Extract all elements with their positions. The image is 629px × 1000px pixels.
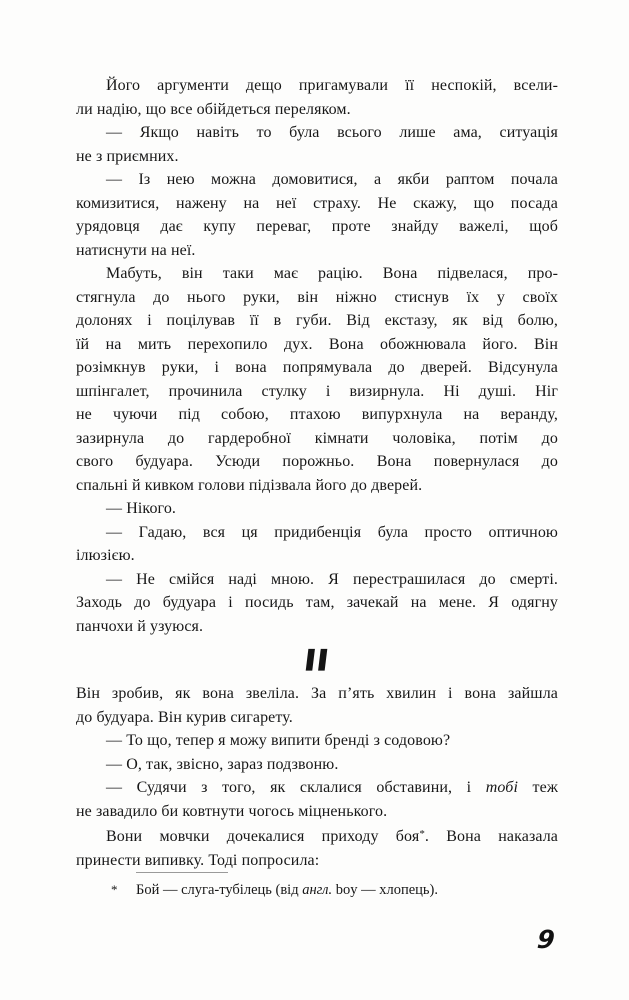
text-line: ілюзією. [76,547,135,564]
text-line: — То що, тепер я можу випити бренді з содовою? [106,732,451,749]
text-line: натиснути на неї. [76,241,196,259]
footnote-text [136,880,558,900]
text-segment: * [419,828,425,840]
paragraph [76,521,558,568]
text-line: комизитися, нажену на неї страху. Не скажу, що посада [76,194,558,212]
text-line: Мабуть, він таки має рацію. Вона підвелася, про- [106,265,558,282]
text-line: їй на мить перехопило дух. Вона обожнювала його. Він [76,335,558,353]
text-line: не з приємних. [76,147,179,165]
paragraph [76,497,558,521]
text-line: не завадило би ковтнути чогось міцненького. [76,802,388,820]
paragraph [76,262,558,497]
text-line: — Якщо навіть то була всього лише ама, ситуація [106,124,558,141]
text-line [76,823,558,849]
text-segment: Вони мовчки дочекалися приходу боя [106,828,420,845]
text-segment: . Вона наказала [424,828,559,845]
text-line: долонях і поцілував її в губи. Від екстазу, як від болю, [76,312,558,329]
page-number: 9 [536,925,556,954]
main-text-block [76,74,558,872]
text-line: ли надію, що все обійдеться переляком. [76,100,351,118]
text-segment: boy — хлопець). [332,882,438,898]
text-segment: Бой — слуга-тубілець (від [136,882,303,898]
footnote-divider [136,872,228,873]
text-line: шпінгалет, прочинила стулку і визирнула. Ні душі. Ніг [76,382,558,400]
paragraph [76,823,558,872]
section-numeral: II [302,643,332,677]
text-line: розімкнув руки, і вона попрямувала до дверей. Відсунула [76,359,558,376]
text-line: панчохи й узуюся. [76,617,204,635]
text-line: — О, так, звісно, зараз подзвоню. [106,755,339,773]
text-line: — Із нею можна домовитися, а якби раптом почала [106,171,558,188]
text-line: — Гадаю, вся ця придибенція була просто оптичною [106,523,558,541]
text-segment: англ. [302,882,333,898]
paragraph [76,682,558,729]
text-line: урядовця дає купу переваг, проте знайду важелі, щоб [76,218,558,235]
footnote-block [76,872,558,900]
text-segment: — Судячи з того, як склалися обставини, і [106,779,486,796]
text-section-2 [76,682,558,872]
text-line: Він зробив, як вона звеліла. За п’ять хвилин і вона зайшла [76,685,558,702]
text-line: Заходь до будуара і посидь там, зачекай на мене. Я одягну [76,594,558,611]
paragraph [76,121,558,168]
footnote [76,880,558,900]
text-line: до будуара. Він курив сигарету. [76,708,293,726]
text-line: спальні й кивком голови підізвала його до дверей. [76,476,423,494]
paragraph [76,74,558,121]
paragraph [76,776,558,823]
paragraph [76,729,558,753]
text-line: зазирнула до гардеробної кімнати чоловіка, потім до [76,429,558,447]
text-segment: тобі [485,779,518,796]
text-line: принести випивку. Тоді попросила: [76,851,320,869]
text-line: — Не смійся наді мною. Я перестрашилася до смерті. [106,570,558,588]
text-line: не чуючи під собою, птахою випурхнула на веранду, [76,406,558,423]
paragraph [76,168,558,262]
text-line [76,776,558,800]
text-line: — Нікого. [106,500,177,517]
section-heading [76,638,558,682]
text-line: стягнула до нього руки, він ніжно стиснув їх у своїх [76,288,558,306]
text-line: свого будуара. Усюди порожньо. Вона повернулася до [76,453,558,470]
footnote-marker: * [111,882,118,897]
text-section-1 [76,74,558,638]
text-segment: теж [518,779,558,796]
paragraph [76,753,558,777]
text-line: Його аргументи дещо пригамували її неспокій, всели- [106,77,558,94]
paragraph [76,568,558,639]
